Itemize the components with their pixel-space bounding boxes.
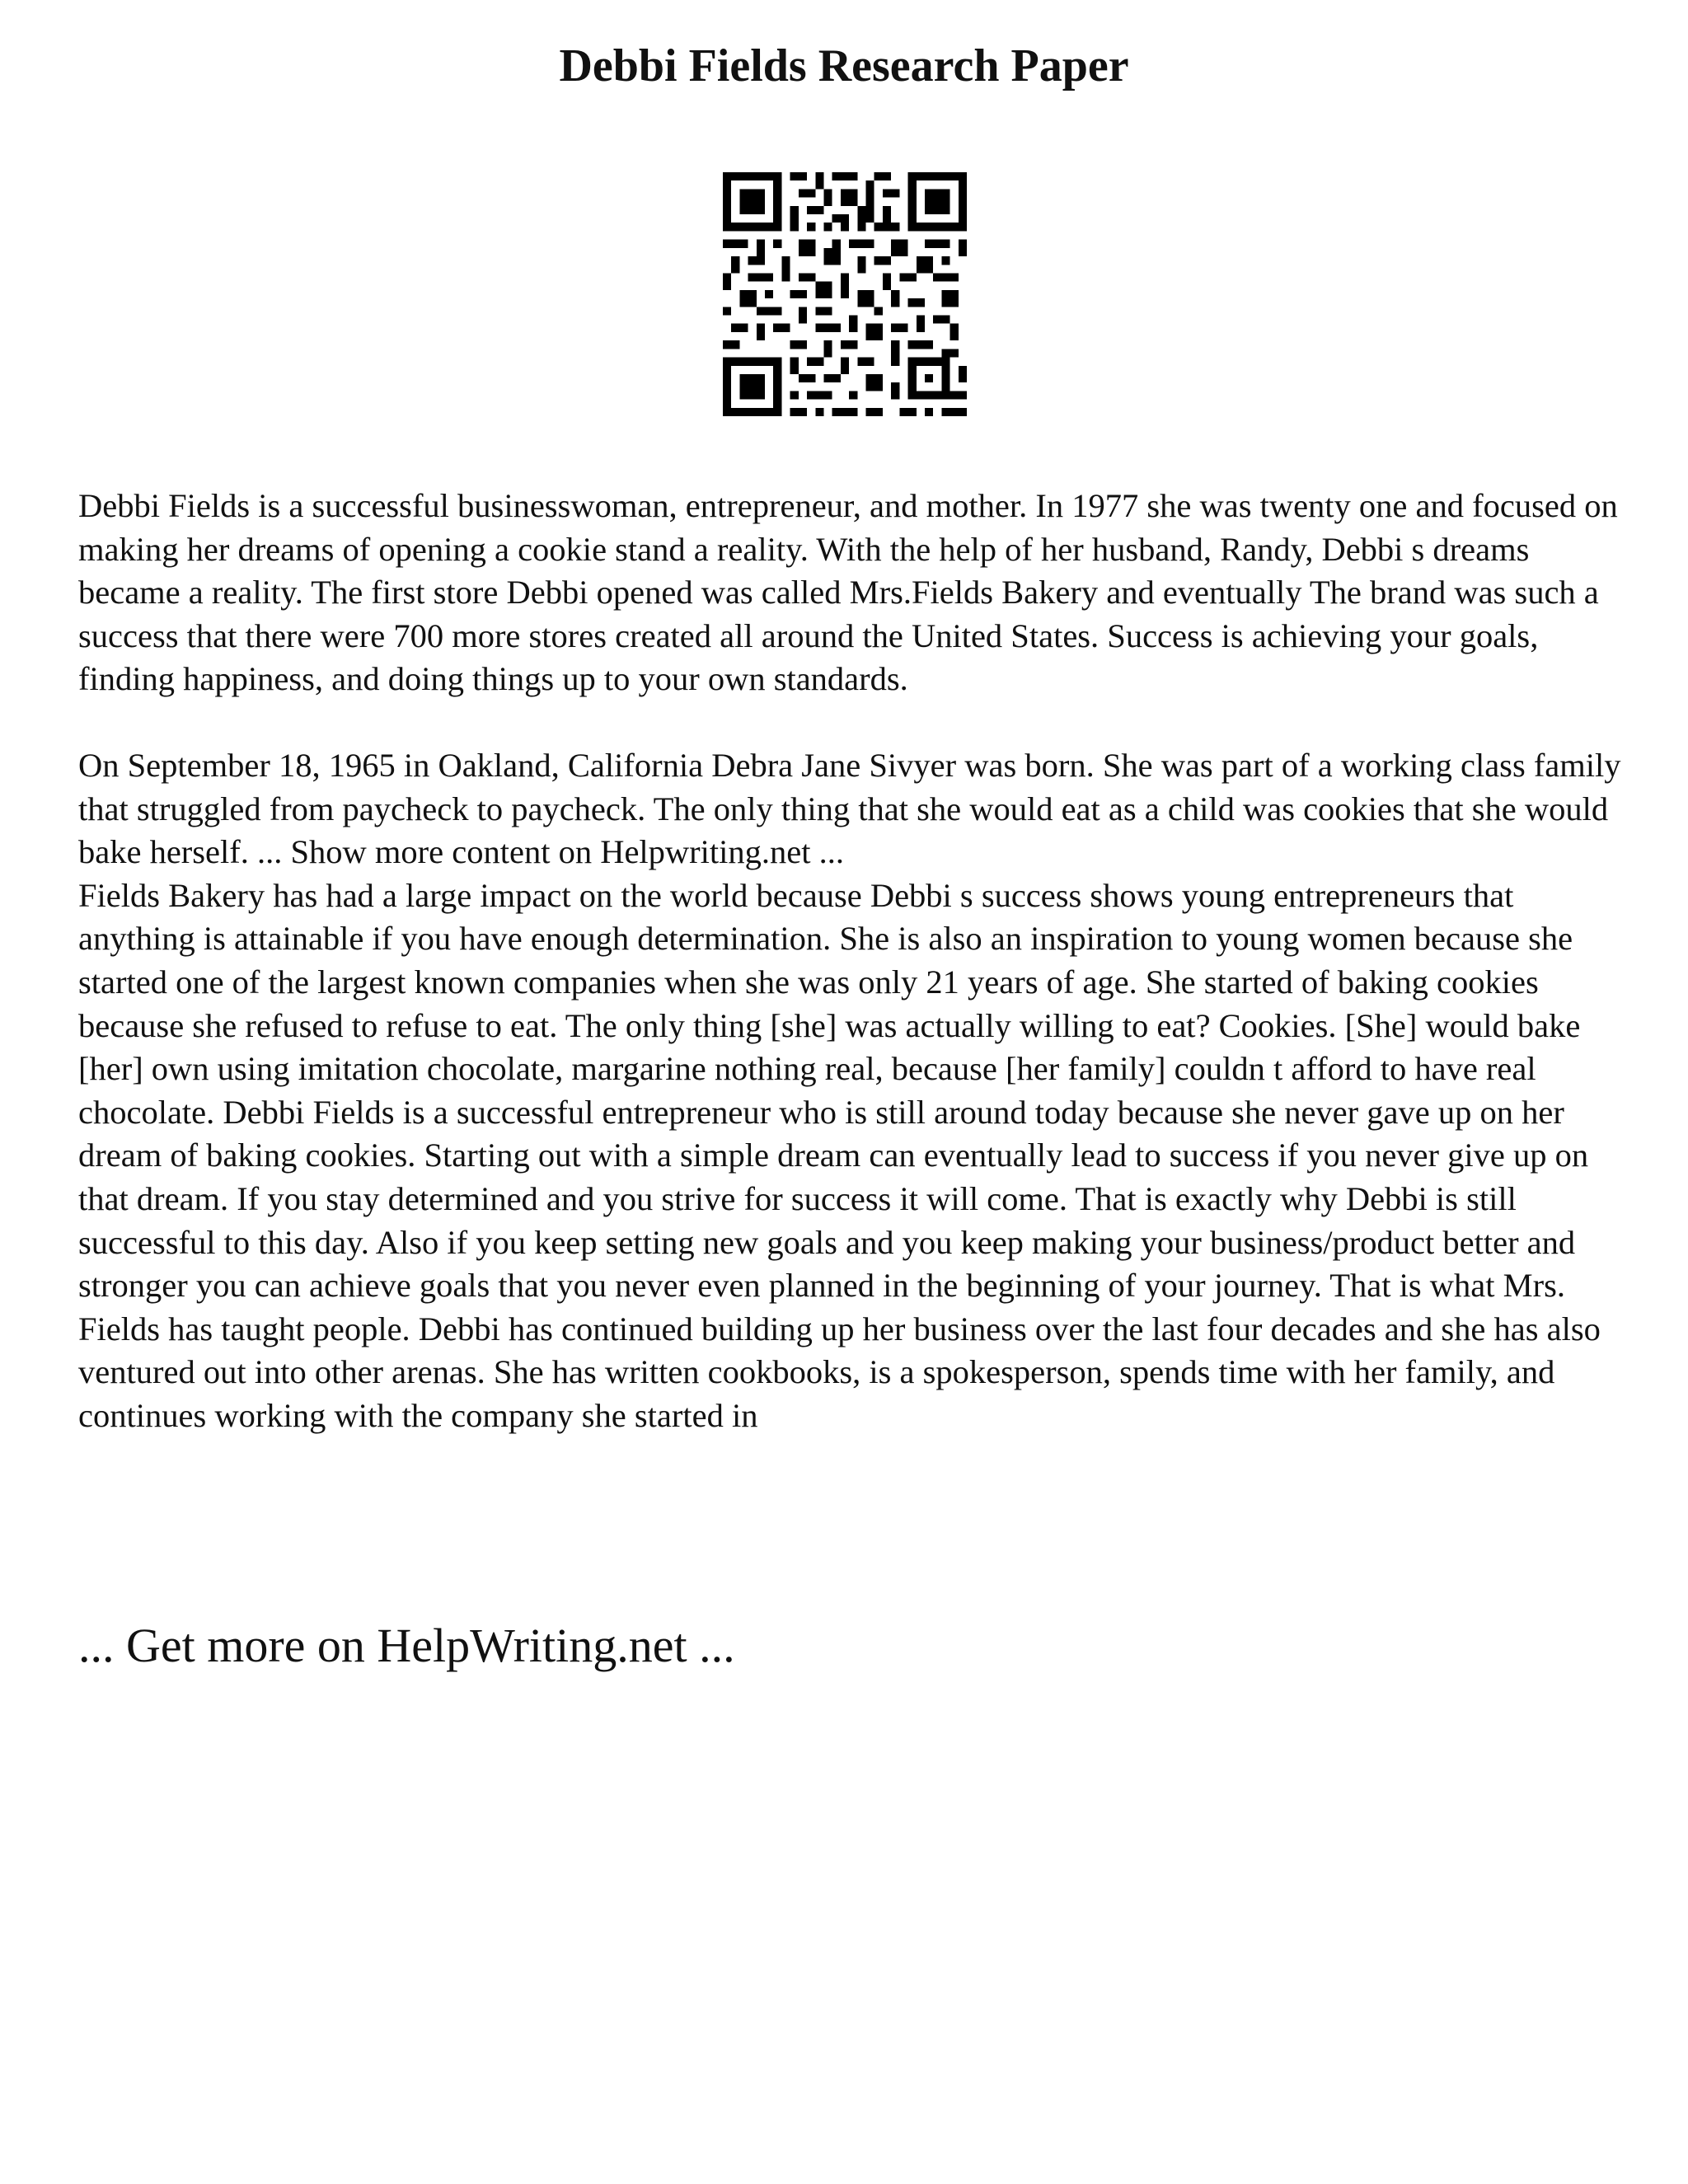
paragraph-early-life: On September 18, 1965 in Oakland, California Debra Jane Sivyer was born. She was part of a working class family that struggled from paycheck to paycheck. The only thing that she would eat as a child was cookies that she would bake herself. ... Show more content on Helpwriting.net ... <box>78 746 1621 871</box>
get-more-link[interactable]: ... Get more on HelpWriting.net ... <box>78 1619 735 1672</box>
qr-code-icon[interactable] <box>723 172 967 416</box>
paragraph-impact: Fields Bakery has had a large impact on the world because Debbi s success shows young entrepreneurs that anything is attainable if you have enough determination. She is also an inspiration to young women because she started one of the largest known companies when she was only 21 years of age. She started of baking cookies because she refused to refuse to eat. The only thing [she] was actually willing to eat? Cookies. [She] would bake [her] own using imitation chocolate, margarine nothing real, because [her family] couldn t afford to have real chocolate. Debbi Fields is a successful entrepreneur who is still around today because she never gave up on her dream of baking cookies. Starting out with a simple dream can eventually lead to success if you never give up on that dream. If you stay determined and you strive for success it will come. That is exactly why Debbi is still successful to this day. Also if you keep setting new goals and you keep making your business/product better and stronger you can achieve goals that you never even planned in the beginning of your journey. That is what Mrs. Fields has taught people. Debbi has continued building up her business over the last four decades and she has also ventured out into other arenas. She has written cookbooks, is a spokesperson, spends time with her family, and continues working with the company she started in <box>78 876 1601 1434</box>
page-title: Debbi Fields Research Paper <box>559 40 1129 91</box>
paragraph-intro: Debbi Fields is a successful businesswoman, entrepreneur, and mother. In 1977 she was twenty one and focused on making her dreams of opening a cookie stand a reality. With the help of her husband, Randy, Debbi s dreams became a reality. The first store Debbi opened was called Mrs.Fields Bakery and eventually The brand was such a success that there were 700 more stores created all around the United States. Success is achieving your goals, finding happiness, and doing things up to your own standards. <box>78 487 1618 698</box>
article-body <box>78 485 1628 1437</box>
